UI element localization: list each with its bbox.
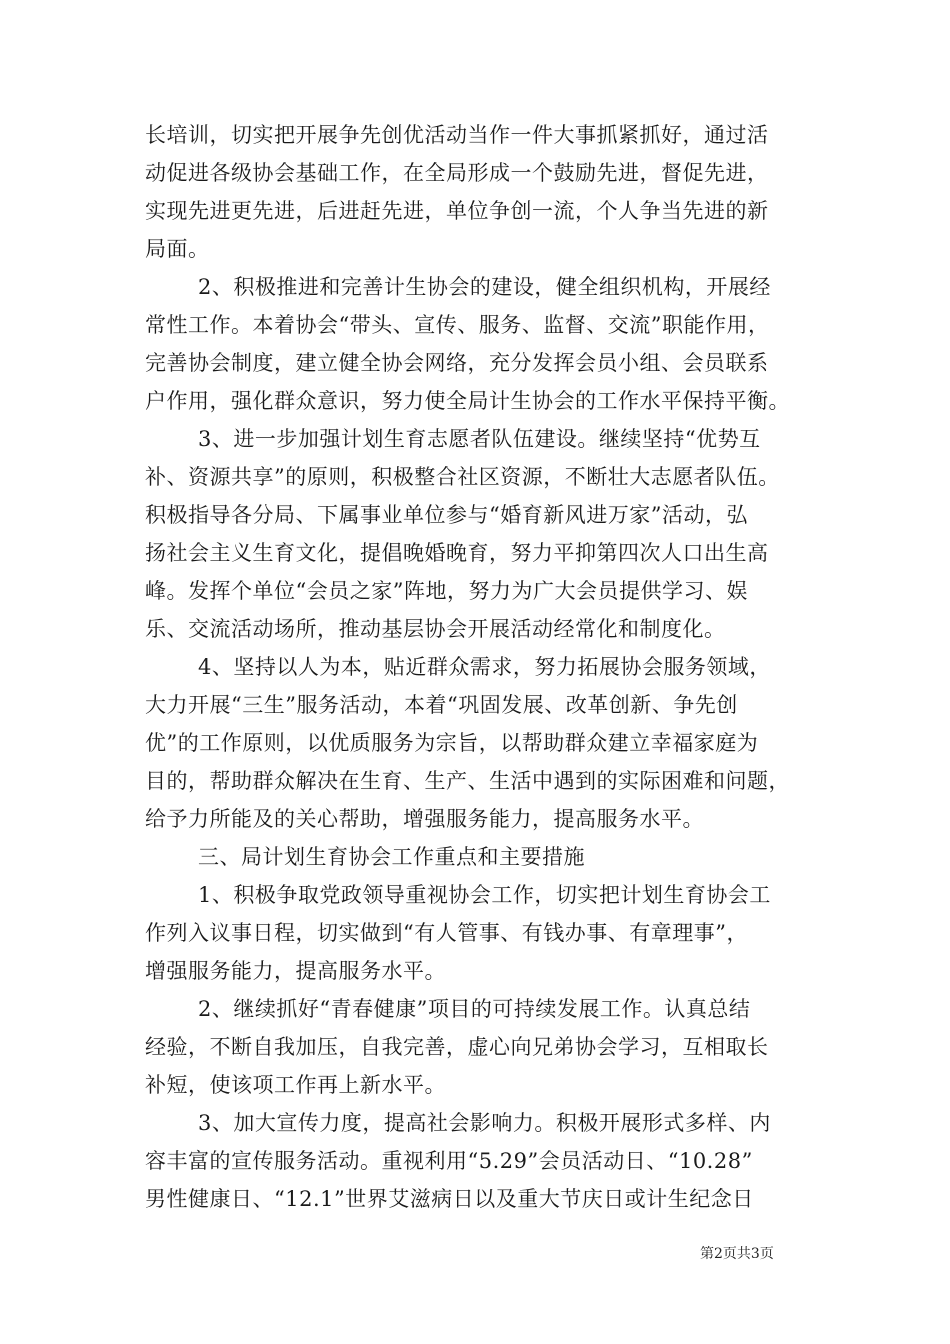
paragraph-start-line: 2、积极推进和完善计生协会的建设，健全组织机构，开展经 (198, 275, 771, 299)
paragraph-start-line: 2、继续抓好“青春健康”项目的可持续发展工作。认真总结 (198, 997, 751, 1021)
text-line: 扬社会主义生育文化，提倡晚婚晚育，努力平抑第四次人口出生高 (145, 541, 769, 565)
text-line: 乐、交流活动场所，推动基层协会开展活动经常化和制度化。 (145, 617, 726, 641)
text-line: 户作用，强化群众意识，努力使全局计生协会的工作水平保持平衡。 (145, 389, 790, 413)
text-line: 容丰富的宣传服务活动。重视利用“5.29”会员活动日、“10.28” (145, 1149, 753, 1173)
text-line: 男性健康日、“12.1”世界艾滋病日以及重大节庆日或计生纪念日 (145, 1187, 754, 1211)
text-line: 长培训，切实把开展争先创优活动当作一件大事抓紧抓好，通过活 (145, 123, 769, 147)
text-line: 大力开展“三生”服务活动，本着“巩固发展、改革创新、争先创 (145, 693, 738, 717)
text-line: 优”的工作原则，以优质服务为宗旨，以帮助群众建立幸福家庭为 (145, 731, 759, 755)
text-line: 补短，使该项工作再上新水平。 (145, 1073, 446, 1097)
paragraph-start-line: 4、坚持以人为本，贴近群众需求，努力拓展协会服务领域， (198, 655, 771, 679)
paragraph-start-line: 3、进一步加强计划生育志愿者队伍建设。继续坚持“优势互 (198, 427, 761, 451)
text-line: 积极指导各分局、下属事业单位参与“婚育新风进万家”活动，弘 (145, 503, 748, 527)
text-line: 经验，不断自我加压，自我完善，虚心向兄弟协会学习，互相取长 (145, 1035, 769, 1059)
text-line: 局面。 (145, 237, 210, 261)
paragraph-start-line: 1、积极争取党政领导重视协会工作，切实把计划生育协会工 (198, 883, 771, 907)
text-line: 常性工作。本着协会“带头、宣传、服务、监督、交流”职能作用， (145, 313, 770, 337)
text-line: 作列入议事日程，切实做到“有人管事、有钱办事、有章理事”， (145, 921, 748, 945)
paragraph-start-line: 3、加大宣传力度，提高社会影响力。积极开展形式多样、内 (198, 1111, 771, 1135)
section-heading: 三、局计划生育协会工作重点和主要措施 (198, 845, 585, 869)
text-line: 给予力所能及的关心帮助，增强服务能力，提高服务水平。 (145, 807, 704, 831)
text-line: 动促进各级协会基础工作，在全局形成一个鼓励先进，督促先进， (145, 161, 769, 185)
text-line: 完善协会制度，建立健全协会网络，充分发挥会员小组、会员联系 (145, 351, 769, 375)
text-line: 目的，帮助群众解决在生育、生产、生活中遇到的实际困难和问题， (145, 769, 790, 793)
text-line: 峰。发挥个单位“会员之家”阵地，努力为广大会员提供学习、娱 (145, 579, 748, 603)
page-number-footer: 第2页共3页 (700, 1246, 774, 1262)
text-line: 增强服务能力，提高服务水平。 (145, 959, 446, 983)
text-line: 补、资源共享”的原则，积极整合社区资源，不断壮大志愿者队伍。 (145, 465, 780, 489)
text-line: 实现先进更先进，后进赶先进，单位争创一流，个人争当先进的新 (145, 199, 769, 223)
